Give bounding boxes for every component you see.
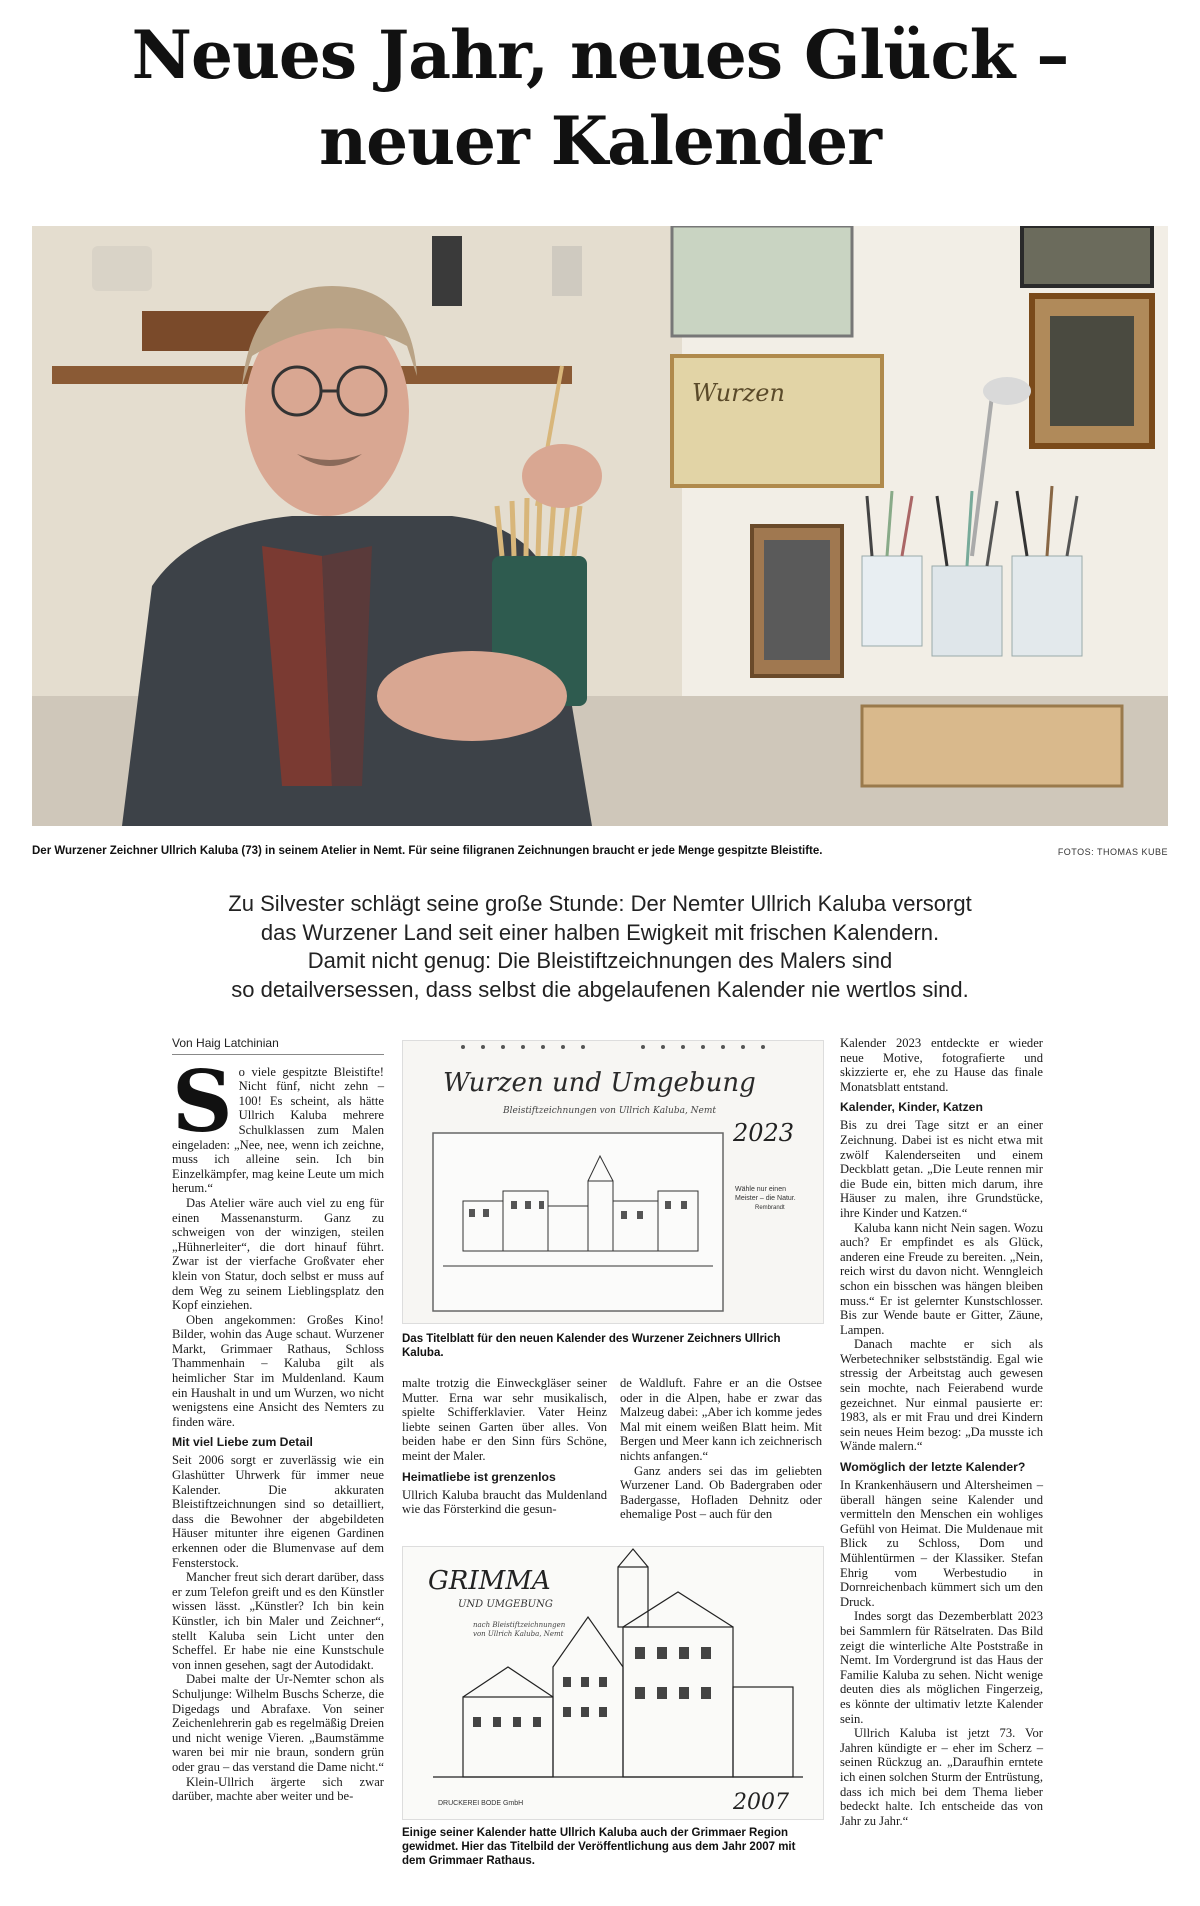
calendar-grimma-note: von Ullrich Kaluba, Nemt: [473, 1630, 564, 1638]
lead-photo-illustration: [32, 226, 1168, 826]
article-paragraph: In Krankenhäusern und Altersheimen – überall hängen seine Kalender und vermitteln den Menschen ein wohliges Gefühl von Heimat. Die Muldenaue mit Blick zu Schloss, Dom und Mühlentürmen – der Klassiker. Stefan Ehrig vom Werbestudio in Dornreichenbach kümmert sich um den Druck.: [840, 1478, 1043, 1609]
article-paragraph: Mancher freut sich derart darüber, dass er zum Telefon greift und es den Künstler wissen lässt. „Künstler? Ich bin kein Künstler, ich bin Maler und Zeichner“, stellt Kaluba sein Licht unter den Scheffel. Er habe nie eine Kunstschule von innen gesehen, sagt der Autodidakt.: [172, 1570, 384, 1672]
subheading: Womöglich der letzte Kalender?: [840, 1460, 1026, 1475]
headline-line-1: Neues Jahr, neues Glück –: [131, 16, 1069, 94]
article-paragraph: Seit 2006 sorgt er zuverlässig wie ein Glashütter Uhrwerk für immer neue Kalender. Die akkuraten Bleistiftzeichnungen sind so detailliert, dass die Bewohner der abgebildeten Häuser mitunter ihre eigenen Gardinen erkennen oder die Blumenvase auf dem Fensterstock.: [172, 1453, 384, 1570]
standfirst-line: Damit nicht genug: Die Bleistiftzeichnungen des Malers sind: [307, 948, 893, 973]
calendar-year: 2023: [733, 1119, 795, 1147]
article-paragraph: Danach machte er sich als Werbetechniker selbstständig. Egal wie stressig der Arbeitstag auch gewesen sein mochte, nach Feierabend wurde gezeichnet. Nur einmal pausierte er: 1983, als er mit Frau und drei Kindern sein neues Heim bezog: „Da musste ich Wände malern.“: [840, 1337, 1043, 1454]
article-paragraph: Kaluba kann nicht Nein sagen. Wozu auch? Er empfindet es als Glück, anderen eine Freude zu bereiten. „Nein, reich wirst du davon nicht. Wenngleich schon ein bisschen was hängen bleiben muss.“ Er ist gelernter Kunstschlosser. Bis zur Wende baute er Gitter, Zäune, Lampen.: [840, 1220, 1043, 1337]
calendar-quote-line: Meister – die Natur.: [735, 1195, 796, 1202]
calendar-grimma-year: 2007: [733, 1790, 789, 1815]
headline-line-2: neuer Kalender: [319, 102, 881, 180]
calendar-quote-line: Rembrandt: [755, 1205, 785, 1211]
calendar-grimma-caption: Einige seiner Kalender hatte Ullrich Kaluba auch der Grimmaer Region gewidmet. Hier das Titelbild der Veröffentlichung aus dem Jahr 2007 mit dem Grimmaer Rathaus.: [402, 1827, 796, 1867]
article-paragraph: Dabei malte der Ur-Nemter schon als Schuljunge: Wilhelm Buschs Scherze, die Digedags und Abrafaxe. Von seiner Zeichenlehrerin gab es regelmäßig Dreien und nicht wenige Vieren. „Baumstämme waren bei mir nie braun, sondern grün oder grau – das verstand die Dame nicht.“: [172, 1672, 384, 1774]
article-column-3: [620, 1376, 822, 1522]
article-paragraph: de Waldluft. Fahre er an die Ostsee oder in die Alpen, habe er zwar das Malzeug dabei: „Aber ich komme jedes Mal mit einem weißen Blatt heim. Mit Bergen und Meer kann ich zeichnerisch nichts anfangen.“: [620, 1376, 822, 1463]
article-paragraph: Ullrich Kaluba braucht das Muldenland wie das Försterkind die gesun-: [402, 1487, 607, 1517]
calendar-wurzen-illustration: [403, 1041, 823, 1323]
article-column-4: [840, 1036, 1043, 1828]
calendar-grimma-note: nach Bleistiftzeichnungen: [473, 1621, 566, 1629]
article-column-1: [172, 1036, 384, 1804]
article-paragraph: Klein-Ullrich ärgerte sich zwar darüber, machte aber weiter und be-: [172, 1774, 384, 1804]
byline: Von Haig Latchinian: [172, 1036, 384, 1055]
article-paragraph: So viele gespitzte Bleistifte! Nicht fünf, nicht zehn – 100! Es scheint, als hätte Ullrich Kaluba mehrere Schulklassen zum Malen eingeladen: „Nee, nee, wenn ich zeichne, muss ich alleine sein. Ich bin Einzelkämpfer, mag keine Leute um mich herum.“: [172, 1051, 384, 1196]
article-paragraph: Indes sorgt das Dezemberblatt 2023 bei Sammlern für Rätselraten. Das Bild zeigt die winterliche Alte Poststraße in Nemt. Im Vordergrund ist das Haus der Familie Kaluba zu sehen. Nicht wenige deuten dies als möglichen Fingerzeig, es könnte der ultimativ letzte Kalender sein.: [840, 1609, 1043, 1726]
article-paragraph: malte trotzig die Einweckgläser seiner Mutter. Erna war sehr musikalisch, spielte Schifferklavier. Vater Heinz liebte seinen Garten über alles. Von beiden habe er den Sinn fürs Schöne, meint der Maler.: [402, 1376, 607, 1463]
calendar-title: Wurzen und Umgebung: [443, 1068, 756, 1098]
photo-credit: FOTOS: THOMAS KUBE: [1057, 847, 1168, 857]
calendar-image-wurzen: [402, 1040, 824, 1324]
calendar-grimma-title: GRIMMA: [428, 1566, 551, 1596]
article-paragraph: Oben angekommen: Großes Kino! Bilder, wohin das Auge schaut. Wurzener Markt, Grimmaer Rathaus, Schloss Thammenhain – Kaluba gilt als heimlicher Star im Muldenland. Kaum ein Haushalt in und um Wurzen, wo nicht wenigstens eine Ansicht des Nemters zu finden wäre.: [172, 1312, 384, 1429]
calendar-grimma-illustration: [403, 1547, 823, 1819]
dropcap: S: [172, 1051, 233, 1151]
photo-caption: Der Wurzener Zeichner Ullrich Kaluba (73) in seinem Atelier in Nemt. Für seine filigranen Zeichnungen braucht er jede Menge gespitzte Bleistifte.: [32, 845, 823, 857]
article-paragraph: Kalender 2023 entdeckte er wieder neue Motive, fotografierte und skizzierte er, ehe zu Hause das finale Monatsblatt entstand.: [840, 1036, 1043, 1094]
calendar-quote-line: Wähle nur einen: [735, 1186, 786, 1193]
calendar-grimma-subtitle: UND UMGEBUNG: [458, 1599, 553, 1610]
standfirst: [160, 890, 1040, 1004]
calendar-image-grimma: [402, 1546, 824, 1820]
article-column-2: [402, 1376, 607, 1517]
calendar-wurzen-caption: Das Titelblatt für den neuen Kalender des Wurzener Zeichners Ullrich Kaluba.: [402, 1333, 781, 1359]
calendar-subtitle: Bleistiftzeichnungen von Ullrich Kaluba, Nemt: [503, 1106, 717, 1116]
article-paragraph: Bis zu drei Tage sitzt er an einer Zeichnung. Dabei ist es nicht etwa mit zwölf Kalenderseiten und einem Deckblatt getan. „Die Leute rennen mir die Bude ein, bitten mich darum, ihre Häuser zu malen, ihre Grundstücke, ihre Kinder und Katzen.“: [840, 1118, 1043, 1220]
standfirst-line: das Wurzener Land seit einer halben Ewigkeit mit frischen Kalendern.: [260, 919, 940, 945]
wall-sketch-text: Wurzen: [692, 379, 785, 407]
standfirst-line: Zu Silvester schlägt seine große Stunde: Der Nemter Ullrich Kaluba versorgt: [228, 891, 972, 916]
headline: [0, 12, 1200, 184]
calendar-grimma-printer: DRUCKEREI BODE GmbH: [438, 1800, 524, 1807]
standfirst-line: so detailversessen, dass selbst die abgelaufenen Kalender nie wertlos sind.: [231, 976, 969, 1002]
subheading: Mit viel Liebe zum Detail: [172, 1435, 313, 1450]
subheading: Heimatliebe ist grenzenlos: [402, 1469, 556, 1484]
subheading: Kalender, Kinder, Katzen: [840, 1100, 983, 1115]
article-paragraph: Ullrich Kaluba ist jetzt 73. Vor Jahren kündigte er – eher im Scherz – seinen Rückzug an. „Daraufhin erntete ich einen solchen Sturm der Entrüstung, dass ich mich bei dem Thema lieber bedeckt halte. Ich entscheide das von Jahr zu Jahr.“: [840, 1726, 1043, 1828]
article-paragraph: Ganz anders sei das im geliebten Wurzener Land. Ob Badergraben oder Badergasse, Hofladen Dehnitz oder ehemalige Post – auch für den: [620, 1463, 822, 1522]
article-paragraph: Das Atelier wäre auch viel zu eng für einen Massenansturm. Ganz zu schweigen von der winzigen, steilen „Hühnerleiter“, die dort hinauf führt. Zwar ist der vierfache Großvater eher klein von Statur, doch selbst er muss auf dem Weg zu seinem Lieblingsplatz den Kopf einziehen.: [172, 1195, 384, 1313]
lead-photo: [32, 226, 1168, 826]
